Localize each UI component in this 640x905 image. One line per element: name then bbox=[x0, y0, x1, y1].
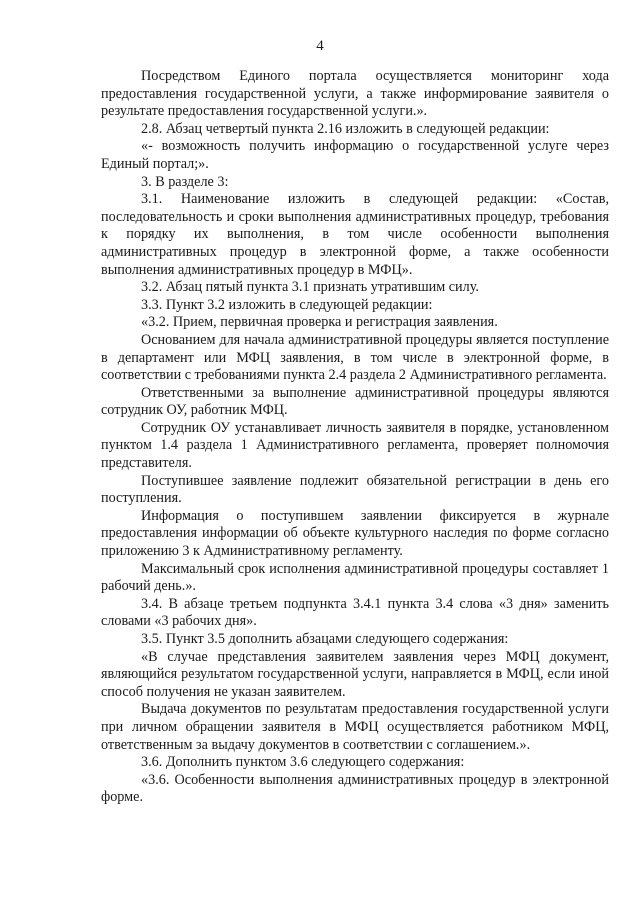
paragraph-2-8-text: «- возможность получить информацию о государственной услуге через Единый портал;». bbox=[101, 138, 609, 172]
paragraph-basis: Основанием для начала административной процедуры является поступление в департамент или МФЦ заявления, в том числе в электронной форме, в соответствии с требованиями пункта 2.4 раздела 2 Административного регламента. bbox=[101, 331, 609, 384]
paragraph-monitoring: Посредством Единого портала осуществляется мониторинг хода предоставления государственной услуги, а также информирование заявителя о результате предоставления государственной услуги.». bbox=[101, 68, 609, 120]
paragraph-3-1: 3.1. Наименование изложить в следующей редакции: «Состав, последовательность и сроки выполнения административных процедур, требования к порядку их выполнения, в том числе особенности выполнения административных процедур в электронной форме, а также особенности выполнения административных процедур в МФЦ». bbox=[101, 191, 609, 278]
paragraph-registration: Поступившее заявление подлежит обязательной регистрации в день его поступления. bbox=[101, 472, 609, 507]
paragraph-max-term: Максимальный срок исполнения административной процедуры составляет 1 рабочий день.». bbox=[101, 560, 609, 595]
page-number: 4 bbox=[316, 38, 324, 54]
paragraph-3-3: 3.3. Пункт 3.2 изложить в следующей редакции: bbox=[141, 296, 433, 313]
paragraph-3-6-title: «3.6. Особенности выполнения административных процедур в электронной форме. bbox=[101, 771, 609, 806]
paragraph-section-3: 3. В разделе 3: bbox=[141, 173, 229, 190]
paragraph-3-5: 3.5. Пункт 3.5 дополнить абзацами следующего содержания: bbox=[141, 631, 509, 647]
paragraph-2-8: 2.8. Абзац четвертый пункта 2.16 изложить в следующей редакции: bbox=[141, 120, 550, 137]
paragraph-3-2: 3.2. Абзац пятый пункта 3.1 признать утратившим силу. bbox=[141, 279, 479, 296]
paragraph-journal: Информация о поступившем заявлении фиксируется в журнале предоставления информации об объекте культурного наследия по форме согласно приложению 3 к Административному регламенту. bbox=[101, 507, 609, 560]
paragraph-3-4: 3.4. В абзаце третьем подпункта 3.4.1 пункта 3.4 слова «3 дня» заменить словами «3 рабочих дня». bbox=[101, 595, 609, 630]
paragraph-3-2-title: «3.2. Прием, первичная проверка и регистрация заявления. bbox=[141, 314, 498, 331]
paragraph-3-6: 3.6. Дополнить пунктом 3.6 следующего содержания: bbox=[141, 754, 465, 771]
paragraph-issuance: Выдача документов по результатам предоставления государственной услуги при личном обращении заявителя в МФЦ осуществляется работником МФЦ, ответственным за выдачу документов в соответствии с соглашением.». bbox=[101, 701, 609, 753]
paragraph-mfc-case: «В случае представления заявителем заявления через МФЦ документ, являющийся результатом государственной услуги, направляется в МФЦ, если иной способ получения не указан заявителем. bbox=[101, 648, 609, 700]
paragraph-identity: Сотрудник ОУ устанавливает личность заявителя в порядке, установленном пунктом 1.4 раздела 1 Административного регламента, проверяет полномочия представителя. bbox=[101, 419, 609, 472]
paragraph-responsible: Ответственными за выполнение административной процедуры являются сотрудник ОУ, работник МФЦ. bbox=[101, 384, 609, 419]
document-body bbox=[101, 68, 609, 807]
